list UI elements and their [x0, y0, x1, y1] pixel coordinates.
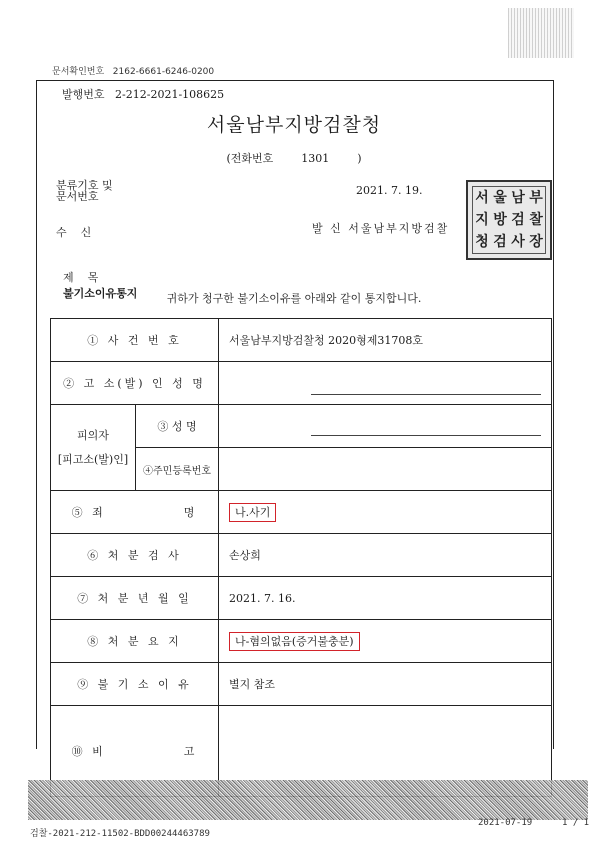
seal-char: 장	[529, 234, 543, 250]
doc-confirm	[52, 64, 214, 77]
suspect-label-2: [피고소(발)인]	[57, 452, 129, 466]
doc-confirm-label: 문서확인번호	[52, 67, 105, 77]
table-row	[51, 534, 552, 577]
complainant-label: ② 고 소(발) 인 성 명	[51, 362, 219, 405]
scan-noise-strip	[28, 780, 588, 820]
seal-char: 사	[511, 234, 525, 250]
recipient-label: 수 신	[56, 226, 92, 239]
seal-char: 청	[475, 234, 489, 250]
footer-code: 검찰-2021-212-11502-BDD00244463789	[30, 829, 210, 839]
crime-label: ⑤ 죄 명	[51, 491, 219, 534]
class-label-1: 분류기호 및	[56, 179, 113, 192]
crime-cell	[219, 491, 552, 534]
intro-text: 귀하가 청구한 불기소이유를 아래와 같이 통지합니다.	[166, 292, 422, 305]
case-label: ① 사 건 번 호	[51, 319, 219, 362]
page-title: 서울남부지방검찰청	[206, 114, 382, 136]
seal-char: 남	[511, 190, 525, 206]
document-date: 2021. 7. 19.	[356, 184, 423, 197]
remarks-label: ⑩ 비 고	[51, 706, 219, 797]
table-row	[51, 362, 552, 405]
table-row	[51, 663, 552, 706]
disposition-cell	[219, 620, 552, 663]
issue-label: 발행번호	[62, 88, 105, 101]
suspect-label	[51, 405, 136, 491]
reason-label: ⑨ 불 기 소 이 유	[51, 663, 219, 706]
table-row	[51, 491, 552, 534]
phone-label: (전화번호	[226, 152, 274, 165]
seal-char: 검	[511, 212, 525, 228]
disposition-date-label: ⑦ 처 분 년 월 일	[51, 577, 219, 620]
case-value: 서울남부지방검찰청 2020형제31708호	[219, 319, 552, 362]
doc-confirm-number: 2162-6661-6246-0200	[112, 67, 215, 77]
phone-line	[36, 150, 552, 166]
phone-close: )	[357, 152, 362, 165]
name-label: ③ 성 명	[136, 405, 219, 448]
sender-line: 발 신 서울남부지방검찰	[312, 222, 450, 235]
seal-char: 검	[493, 234, 507, 250]
complainant-value	[219, 362, 552, 405]
table-row	[51, 405, 552, 448]
blank-line	[311, 435, 541, 436]
subject-value: 불기소이유통지	[63, 287, 138, 300]
seal-char: 서	[475, 190, 489, 206]
classification-label	[56, 180, 113, 202]
id-value	[219, 448, 552, 491]
page-number: 1 / 1	[562, 818, 590, 828]
seal-char: 찰	[529, 212, 543, 228]
issue-number	[62, 86, 224, 102]
disposition-label: ⑧ 처 분 요 지	[51, 620, 219, 663]
table-row	[51, 319, 552, 362]
issue-value: 2-212-2021-108625	[115, 88, 225, 101]
disposition-date-value: 2021. 7. 16.	[219, 577, 552, 620]
watermark-pattern	[508, 8, 574, 58]
name-value	[219, 405, 552, 448]
official-seal	[466, 180, 552, 260]
disposition-value: 나-혐의없음(증거불충분)	[229, 632, 360, 651]
suspect-label-1: 피의자	[77, 428, 109, 442]
footer-date: 2021-07-19	[478, 818, 533, 828]
prosecutor-value: 손상희	[219, 534, 552, 577]
crime-value: 나.사기	[229, 503, 276, 522]
table-row	[51, 620, 552, 663]
prosecutor-label: ⑥ 처 분 검 사	[51, 534, 219, 577]
phone-number: 1301	[301, 152, 330, 165]
seal-char: 부	[529, 190, 543, 206]
blank-line	[311, 394, 541, 395]
seal-char: 울	[493, 190, 507, 206]
notice-table	[50, 318, 552, 797]
seal-char: 지	[475, 212, 489, 228]
id-label: ④주민등록번호	[136, 448, 219, 491]
table-row	[51, 577, 552, 620]
class-label-2: 문서번호	[56, 190, 99, 203]
reason-value: 별지 참조	[219, 663, 552, 706]
subject-label: 제 목	[63, 271, 99, 284]
seal-char: 방	[493, 212, 507, 228]
seal-grid	[472, 186, 546, 254]
